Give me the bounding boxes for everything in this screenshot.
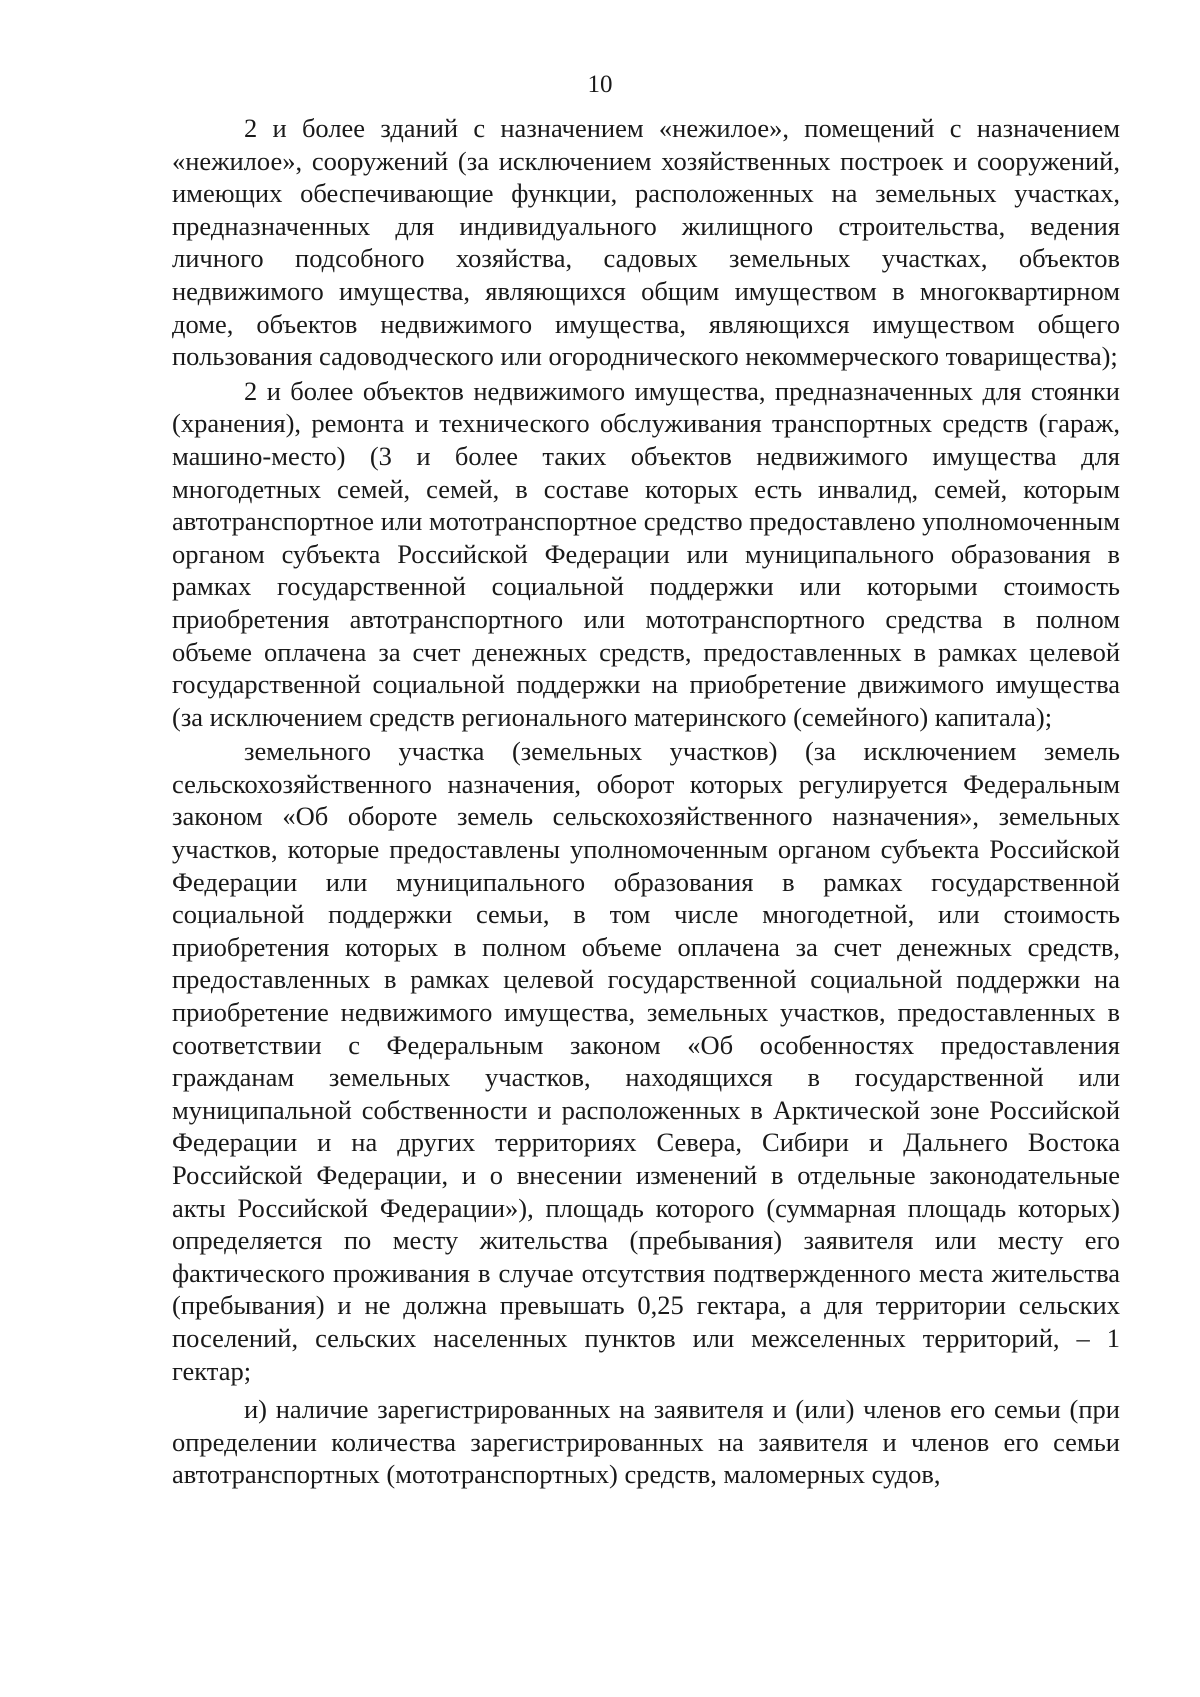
paragraph-land-plot: земельного участка (земельных участков) (за исключением земель сельскохозяйственного назначения, оборот которых регулируется Федеральным законом «Об обороте земель сельскохозяйственного назначения», земельных участков, которые предоставлены уполномоченным органом субъекта Российской Федерации или муниципального образования в рамках государственной социальной поддержки семьи, в том числе многодетной, или стоимость приобретения которых в полном объеме оплачена за счет денежных средств, предоставленных в рамках целевой государственной социальной поддержки на приобретение недвижимого имущества, земельных участков, предоставленных в соответствии с Федеральным законом «Об особенностях предоставления гражданам земельных участков, находящихся в государственной или муниципальной собственности и расположенных в Арктической зоне Российской Федерации и на других территориях Севера, Сибири и Дальнего Востока Российской Федерации, и о внесении изменений в отдельные законодательные акты Российской Федерации»), площадь которого (суммарная площадь которых) определяется по месту жительства (пребывания) заявителя или месту его фактического проживания в случае отсутствия подтвержденного места жительства (пребывания) и не должна превышать 0,25 гектара, а для территории сельских поселений, сельских населенных пунктов или межселенных территорий, – 1 гектар; <box>172 736 1120 1386</box>
body-text <box>172 112 1120 1493</box>
page-number: 10 <box>587 71 613 98</box>
paragraph-registered-vehicles: и) наличие зарегистрированных на заявителя и (или) членов его семьи (при определении количества зарегистрированных на заявителя и членов его семьи автотранспортных (мототранспортных) средств, маломерных судов, <box>172 1394 1120 1490</box>
paragraph-vehicle-storage: 2 и более объектов недвижимого имущества, предназначенных для стоянки (хранения), ремонта и технического обслуживания транспортных средств (гараж, машино-место) (3 и более таких объектов недвижимого имущества для многодетных семей, семей, в составе которых есть инвалид, семей, которым автотранспортное или мототранспортное средство предоставлено уполномоченным органом субъекта Российской Федерации или муниципального образования в рамках государственной социальной поддержки или которыми стоимость приобретения автотранспортного или мототранспортного средства в полном объеме оплачена за счет денежных средств, предоставленных в рамках целевой государственной социальной поддержки на приобретение движимого имущества (за исключением средств регионального материнского (семейного) капитала); <box>172 375 1120 732</box>
paragraph-nonresidential-buildings: 2 и более зданий с назначением «нежилое», помещений с назначением «нежилое», сооружений (за исключением хозяйственных построек и сооружений, имеющих обеспечивающие функции, расположенных на земельных участках, предназначенных для индивидуального жилищного строительства, ведения личного подсобного хозяйства, садовых земельных участках, объектов недвижимого имущества, являющихся общим имуществом в многоквартирном доме, объектов недвижимого имущества, являющихся имуществом общего пользования садоводческого или огороднического некоммерческого товарищества); <box>172 113 1120 372</box>
